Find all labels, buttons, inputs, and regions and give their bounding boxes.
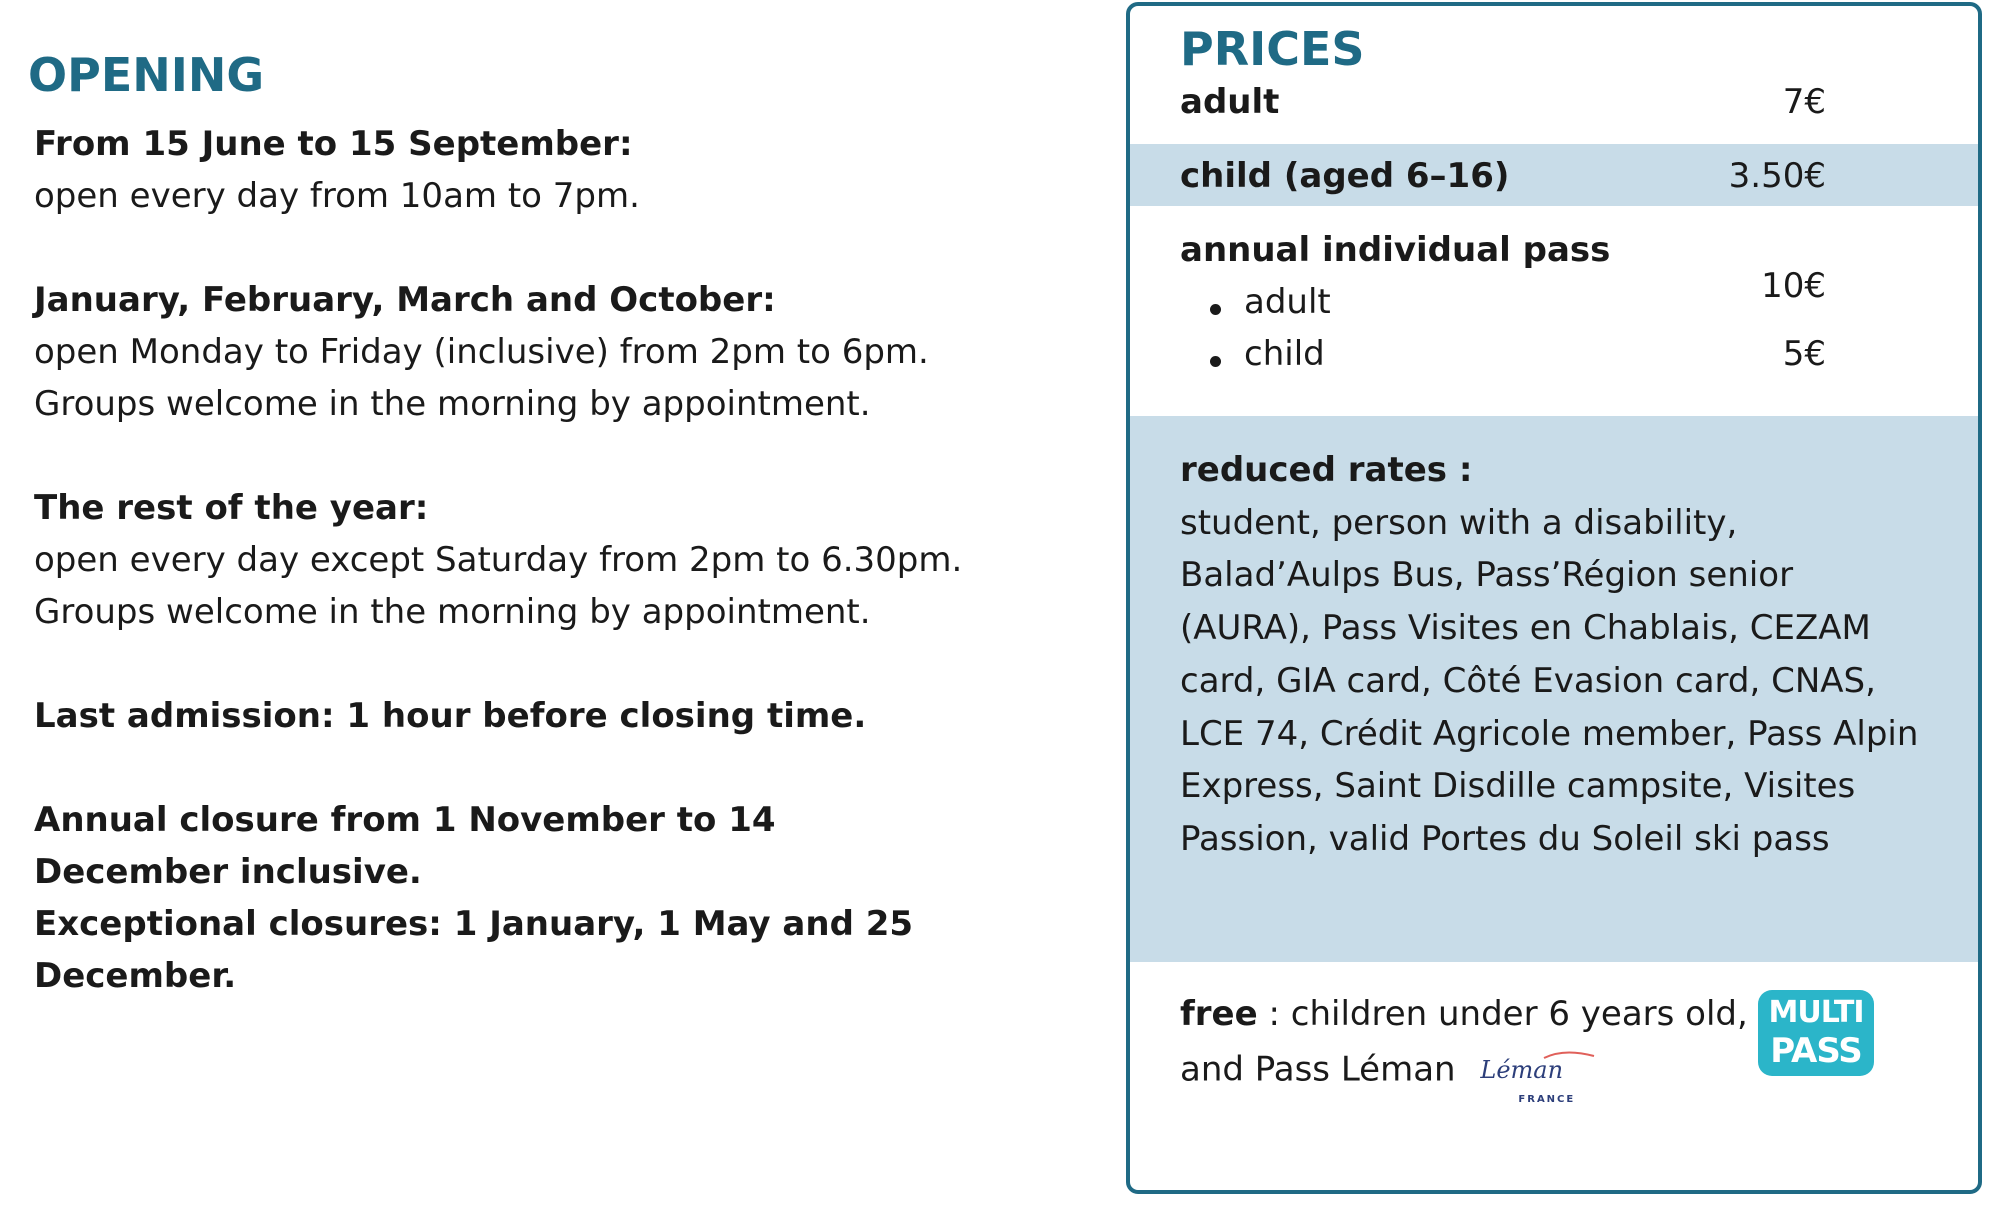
adult-price: 7€	[1782, 82, 1826, 122]
free-text: : children under 6 years old, and Pass Léman	[1180, 994, 1748, 1090]
last-admission: Last admission: 1 hour before closing time.	[34, 696, 867, 736]
multipass-line1: MULTI	[1768, 995, 1864, 1030]
free-label: free	[1180, 994, 1258, 1034]
leman-logo-sub: FRANCE	[1518, 1094, 1576, 1105]
prices-title: PRICES	[1180, 22, 1365, 76]
opening-title: OPENING	[28, 48, 265, 102]
winter-hours: open Monday to Friday (inclusive) from 2pm to 6pm.	[34, 332, 929, 372]
annual-adult-price: 10€	[1761, 266, 1826, 306]
summer-hours: open every day from 10am to 7pm.	[34, 176, 640, 216]
leman-logo	[1474, 1040, 1598, 1105]
reduced-label: reduced rates :	[1180, 450, 1473, 490]
price-row-adult	[1130, 74, 1978, 126]
reduced-list: student, person with a disability, Balad’Aulps Bus, Pass’Région senior (AURA), Pass Visites en Chablais, CEZAM card, GIA card, Côté Evasion card, CNAS, LCE 74, Crédit Agricole member, Pass Alpin Express, Saint Disdille campsite, Visites Passion, valid Portes du Soleil ski pass	[1180, 502, 1919, 859]
rest-hours: open every day except Saturday from 2pm to 6.30pm.	[34, 540, 963, 580]
exceptional-closures: Exceptional closures: 1 January, 1 May and 25 December.	[34, 904, 914, 996]
winter-heading: January, February, March and October:	[34, 280, 776, 320]
annual-adult-item	[1210, 282, 1331, 322]
rest-groups: Groups welcome in the morning by appointment.	[34, 592, 871, 632]
price-row-reduced	[1130, 416, 1978, 962]
annual-closure: Annual closure from 1 November to 14 December inclusive.	[34, 800, 776, 892]
annual-adult-label: adult	[1244, 282, 1331, 322]
reduced-rates	[1180, 444, 1920, 866]
price-row-annual	[1130, 206, 1978, 416]
price-row-child	[1130, 144, 1978, 206]
leman-logo-word: Léman	[1480, 1056, 1564, 1084]
summer-heading: From 15 June to 15 September:	[34, 124, 633, 164]
annual-child-price: 5€	[1782, 334, 1826, 374]
multipass-logo	[1758, 990, 1874, 1076]
child-price: 3.50€	[1728, 156, 1826, 196]
prices-panel	[1126, 2, 1982, 1194]
adult-label: adult	[1180, 82, 1280, 122]
annual-label: annual individual pass	[1180, 230, 1611, 270]
winter-groups: Groups welcome in the morning by appointment.	[34, 384, 871, 424]
annual-child-item	[1210, 334, 1325, 374]
annual-child-label: child	[1244, 334, 1325, 374]
opening-section	[34, 118, 1034, 1002]
multipass-line2: PASS	[1770, 1031, 1862, 1071]
price-row-free	[1130, 962, 1978, 1194]
free-entry	[1180, 988, 1820, 1105]
child-label: child (aged 6–16)	[1180, 156, 1510, 196]
rest-heading: The rest of the year:	[34, 488, 429, 528]
